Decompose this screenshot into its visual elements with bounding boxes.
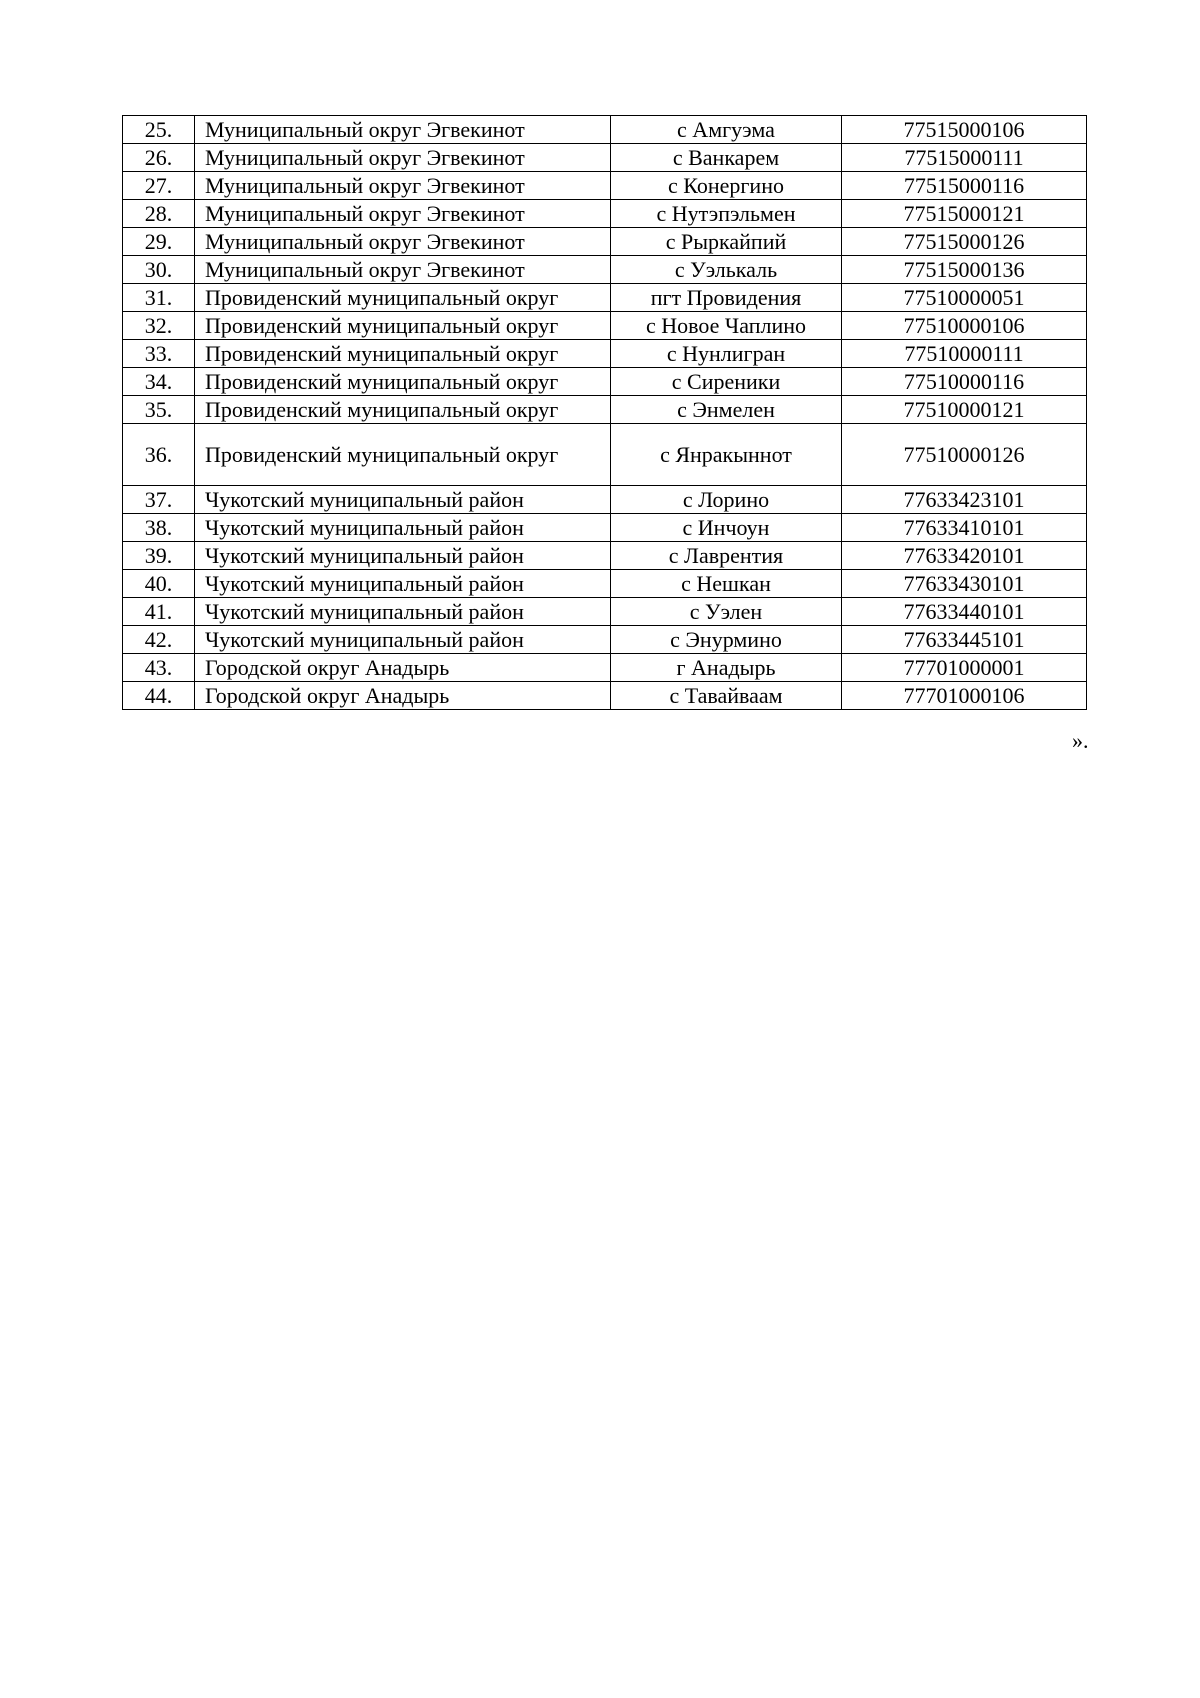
district-name-cell: Провиденский муниципальный округ: [195, 424, 611, 486]
district-name-cell: Провиденский муниципальный округ: [195, 368, 611, 396]
row-number-cell: 39.: [123, 542, 195, 570]
settlement-name-cell: с Нешкан: [611, 570, 842, 598]
district-name-cell: Муниципальный округ Эгвекинот: [195, 228, 611, 256]
oktmo-code-cell: 77515000116: [842, 172, 1087, 200]
district-name-cell: Чукотский муниципальный район: [195, 570, 611, 598]
table-row: [123, 144, 1087, 172]
row-number-cell: 40.: [123, 570, 195, 598]
oktmo-code-cell: 77515000106: [842, 116, 1087, 144]
district-name-cell: Городской округ Анадырь: [195, 682, 611, 710]
district-name-cell: Провиденский муниципальный округ: [195, 312, 611, 340]
district-name-cell: Муниципальный округ Эгвекинот: [195, 144, 611, 172]
table-row: [123, 542, 1087, 570]
row-number-cell: 34.: [123, 368, 195, 396]
settlement-name-cell: с Конергино: [611, 172, 842, 200]
settlement-name-cell: с Нунлигран: [611, 340, 842, 368]
settlement-name-cell: с Ванкарем: [611, 144, 842, 172]
table-row: [123, 654, 1087, 682]
row-number-cell: 37.: [123, 486, 195, 514]
table-row: [123, 256, 1087, 284]
district-name-cell: Чукотский муниципальный район: [195, 486, 611, 514]
settlement-name-cell: с Энурмино: [611, 626, 842, 654]
district-name-cell: Муниципальный округ Эгвекинот: [195, 200, 611, 228]
settlement-name-cell: с Амгуэма: [611, 116, 842, 144]
oktmo-code-cell: 77633423101: [842, 486, 1087, 514]
settlement-name-cell: с Уэлькаль: [611, 256, 842, 284]
oktmo-code-cell: 77701000001: [842, 654, 1087, 682]
row-number-cell: 41.: [123, 598, 195, 626]
table-row: [123, 626, 1087, 654]
settlement-name-cell: с Уэлен: [611, 598, 842, 626]
table-row: [123, 396, 1087, 424]
district-name-cell: Провиденский муниципальный округ: [195, 396, 611, 424]
oktmo-code-cell: 77515000121: [842, 200, 1087, 228]
settlement-name-cell: с Новое Чаплино: [611, 312, 842, 340]
row-number-cell: 33.: [123, 340, 195, 368]
district-name-cell: Муниципальный округ Эгвекинот: [195, 256, 611, 284]
district-name-cell: Городской округ Анадырь: [195, 654, 611, 682]
district-name-cell: Провиденский муниципальный округ: [195, 284, 611, 312]
row-number-cell: 38.: [123, 514, 195, 542]
district-name-cell: Провиденский муниципальный округ: [195, 340, 611, 368]
oktmo-code-cell: 77515000126: [842, 228, 1087, 256]
settlements-table-body: [123, 116, 1087, 710]
table-row: [123, 570, 1087, 598]
settlement-name-cell: г Анадырь: [611, 654, 842, 682]
table-row: [123, 486, 1087, 514]
settlement-name-cell: с Энмелен: [611, 396, 842, 424]
district-name-cell: Чукотский муниципальный район: [195, 542, 611, 570]
district-name-cell: Муниципальный округ Эгвекинот: [195, 172, 611, 200]
closing-quote-mark: ».: [1072, 728, 1089, 753]
oktmo-code-cell: 77510000126: [842, 424, 1087, 486]
row-number-cell: 28.: [123, 200, 195, 228]
settlement-name-cell: с Лорино: [611, 486, 842, 514]
oktmo-code-cell: 77701000106: [842, 682, 1087, 710]
oktmo-code-cell: 77633440101: [842, 598, 1087, 626]
row-number-cell: 44.: [123, 682, 195, 710]
oktmo-code-cell: 77510000051: [842, 284, 1087, 312]
oktmo-code-cell: 77515000111: [842, 144, 1087, 172]
oktmo-code-cell: 77510000111: [842, 340, 1087, 368]
row-number-cell: 36.: [123, 424, 195, 486]
oktmo-code-cell: 77633430101: [842, 570, 1087, 598]
settlement-name-cell: с Сиреники: [611, 368, 842, 396]
row-number-cell: 31.: [123, 284, 195, 312]
oktmo-code-cell: 77515000136: [842, 256, 1087, 284]
district-name-cell: Чукотский муниципальный район: [195, 626, 611, 654]
district-name-cell: Муниципальный округ Эгвекинот: [195, 116, 611, 144]
settlement-name-cell: с Рыркайпий: [611, 228, 842, 256]
oktmo-code-cell: 77510000116: [842, 368, 1087, 396]
oktmo-code-cell: 77633410101: [842, 514, 1087, 542]
row-number-cell: 43.: [123, 654, 195, 682]
district-name-cell: Чукотский муниципальный район: [195, 514, 611, 542]
table-row: [123, 312, 1087, 340]
table-row: [123, 598, 1087, 626]
district-name-cell: Чукотский муниципальный район: [195, 598, 611, 626]
table-row: [123, 228, 1087, 256]
table-row: [123, 340, 1087, 368]
row-number-cell: 35.: [123, 396, 195, 424]
table-row: [123, 368, 1087, 396]
row-number-cell: 27.: [123, 172, 195, 200]
oktmo-code-cell: 77633445101: [842, 626, 1087, 654]
table-row: [123, 284, 1087, 312]
table-row: [123, 200, 1087, 228]
row-number-cell: 30.: [123, 256, 195, 284]
table-row: [123, 116, 1087, 144]
oktmo-code-cell: 77510000121: [842, 396, 1087, 424]
settlement-name-cell: с Инчоун: [611, 514, 842, 542]
table-row: [123, 514, 1087, 542]
oktmo-code-cell: 77633420101: [842, 542, 1087, 570]
table-row: [123, 682, 1087, 710]
oktmo-code-cell: 77510000106: [842, 312, 1087, 340]
row-number-cell: 42.: [123, 626, 195, 654]
row-number-cell: 26.: [123, 144, 195, 172]
settlement-name-cell: с Тавайваам: [611, 682, 842, 710]
table-row: [123, 424, 1087, 486]
settlement-name-cell: с Нутэпэльмен: [611, 200, 842, 228]
row-number-cell: 25.: [123, 116, 195, 144]
settlements-table: [122, 115, 1087, 710]
row-number-cell: 32.: [123, 312, 195, 340]
settlement-name-cell: с Лаврентия: [611, 542, 842, 570]
table-row: [123, 172, 1087, 200]
settlement-name-cell: пгт Провидения: [611, 284, 842, 312]
row-number-cell: 29.: [123, 228, 195, 256]
settlement-name-cell: с Янракыннот: [611, 424, 842, 486]
